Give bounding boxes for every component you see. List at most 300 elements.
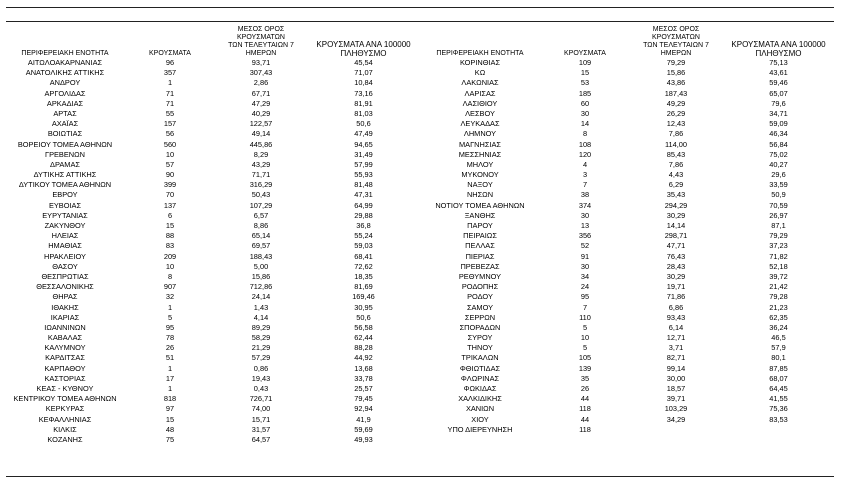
cell-cases: 10 — [165, 261, 175, 271]
cell-cases: 71 — [165, 98, 175, 108]
cell-avg: 82,71 — [666, 353, 686, 363]
cell-cases: 88 — [165, 231, 175, 241]
cell-region: ΦΘΙΩΤΙΔΑΣ — [459, 363, 501, 373]
cell-avg: 34,29 — [666, 414, 686, 424]
cell-region: ΓΡΕΒΕΝΩΝ — [45, 149, 85, 159]
cell-cases: 26 — [580, 384, 590, 393]
cell-per100k: 81,03 — [354, 108, 373, 118]
cell-region: ΘΕΣΣΑΛΟΝΙΚΗΣ — [36, 282, 94, 292]
cell-region: ΚΑΡΔΙΤΣΑΣ — [45, 353, 85, 363]
cell-avg: 15,71 — [251, 414, 271, 424]
cell-per100k: 47,31 — [354, 190, 373, 200]
cell-region: ΤΡΙΚΑΛΩΝ — [461, 353, 499, 363]
cell-cases: 53 — [580, 78, 590, 88]
cell-per100k: 71,07 — [354, 68, 373, 78]
cell-avg: 21,29 — [251, 343, 271, 353]
cell-avg: 43,86 — [666, 78, 686, 88]
cell-per100k: 44,92 — [354, 353, 373, 363]
cell-per100k: 65,07 — [769, 88, 788, 98]
cell-region: ΚΕΦΑΛΛΗΝΙΑΣ — [38, 414, 92, 424]
cell-cases: 38 — [580, 190, 590, 200]
cell-region: ΜΗΛΟΥ — [466, 159, 494, 169]
cell-per100k: 94,65 — [354, 139, 373, 149]
cell-cases: 105 — [578, 353, 592, 363]
cell-avg: 188,43 — [249, 251, 273, 261]
cell-region: ΠΡΕΒΕΖΑΣ — [460, 261, 500, 271]
cell-cases: 51 — [165, 353, 175, 363]
cell-per100k: 81,69 — [354, 282, 373, 292]
cell-region: ΗΡΑΚΛΕΙΟΥ — [44, 251, 86, 261]
cell-avg: 39,71 — [666, 394, 686, 404]
cell-region: ΒΟΙΩΤΙΑΣ — [47, 129, 83, 139]
cell-region: ΞΑΝΘΗΣ — [464, 210, 496, 220]
cell-avg: 24,14 — [251, 292, 271, 302]
cell-avg: 8,86 — [253, 221, 269, 230]
cell-cases: 1 — [167, 384, 173, 393]
cell-region: ΚΑΒΑΛΑΣ — [47, 333, 83, 343]
cell-avg: 30,29 — [666, 210, 686, 220]
cell-cases: 137 — [163, 200, 177, 210]
cell-per100k: 75,02 — [769, 149, 788, 159]
cell-region: ΚΟΖΑΝΗΣ — [47, 434, 83, 444]
cell-per100k: 50,6 — [356, 119, 371, 129]
cell-per100k: 47,49 — [354, 129, 373, 139]
cell-avg: 26,29 — [666, 108, 686, 118]
cell-per100k: 56,84 — [769, 139, 788, 149]
cell-region: ΛΑΣΙΘΙΟΥ — [462, 98, 498, 108]
cell-per100k: 41,55 — [769, 394, 788, 404]
cell-avg: 71,86 — [666, 292, 686, 302]
cell-per100k: 64,99 — [354, 200, 373, 210]
cell-avg: 40,29 — [251, 108, 271, 118]
cell-avg: 12,71 — [666, 333, 686, 343]
cell-region: ΚΕΡΚΥΡΑΣ — [45, 404, 85, 414]
cell-cases: 14 — [580, 119, 590, 129]
cell-per100k: 79,28 — [769, 292, 788, 302]
cell-region: ΑΝΑΤΟΛΙΚΗΣ ΑΤΤΙΚΗΣ — [25, 68, 105, 78]
cell-region: ΛΑΚΩΝΙΑΣ — [461, 78, 499, 88]
cell-cases: 6 — [167, 210, 173, 220]
cell-per100k: 29,6 — [771, 170, 786, 180]
cell-avg: 6,14 — [668, 322, 684, 332]
cell-per100k: 33,78 — [354, 373, 373, 383]
cell-region: ΡΟΔΟΠΗΣ — [461, 282, 499, 292]
cell-cases: 399 — [163, 180, 177, 190]
cell-region: ΣΠΟΡΑΔΩΝ — [459, 322, 501, 332]
cell-region: ΝΟΤΙΟΥ ΤΟΜΕΑ ΑΘΗΝΩΝ — [435, 200, 525, 210]
cell-cases: 78 — [165, 333, 175, 343]
header-avg-line2: ΤΩΝ ΤΕΛΕΥΤΑΙΩΝ 7 ΗΜΕΡΩΝ — [228, 42, 294, 57]
cell-avg: 74,00 — [251, 404, 271, 414]
cell-per100k: 87,1 — [771, 221, 786, 230]
cell-cases: 52 — [580, 241, 590, 251]
cell-cases: 15 — [580, 68, 590, 78]
cell-avg: 5,00 — [253, 261, 269, 271]
cell-avg: 307,43 — [249, 68, 273, 78]
cell-per100k: 59,46 — [769, 78, 788, 88]
cell-per100k: 30,95 — [354, 302, 373, 312]
cell-region: ΕΥΡΥΤΑΝΙΑΣ — [42, 210, 88, 220]
cell-avg: 43,29 — [251, 159, 271, 169]
cell-region: ΑΡΓΟΛΙΔΑΣ — [44, 88, 86, 98]
cell-region: ΛΕΥΚΑΔΑΣ — [460, 119, 500, 129]
cell-region: ΚΩ — [474, 68, 486, 78]
cell-avg: 4,43 — [668, 170, 684, 180]
cell-cases: 8 — [582, 129, 588, 139]
cell-cases: 30 — [580, 108, 590, 118]
header-region: ΠΕΡΙΦΕΡΕΙΑΚΗ ΕΝΟΤΗΤΑ — [21, 50, 109, 57]
cell-cases: 26 — [165, 343, 175, 353]
cell-region: ΛΕΣΒΟΥ — [465, 108, 495, 118]
cell-per100k: 83,53 — [769, 414, 788, 424]
bottom-rule — [6, 476, 834, 477]
cell-region: ΕΒΡΟΥ — [52, 190, 78, 200]
cell-per100k: 41,9 — [356, 414, 371, 424]
cell-per100k: 87,85 — [769, 363, 788, 373]
cell-avg: 8,29 — [253, 149, 269, 159]
cell-avg: 99,14 — [666, 363, 686, 373]
cell-per100k: 50,9 — [771, 190, 786, 200]
cell-avg: 76,43 — [666, 251, 686, 261]
cell-avg: 28,43 — [666, 261, 686, 271]
cell-region: ΧΙΟΥ — [471, 414, 489, 424]
cell-avg: 19,43 — [251, 373, 271, 383]
cell-region: ΦΛΩΡΙΝΑΣ — [460, 373, 500, 383]
cell-region: ΣΑΜΟΥ — [466, 302, 494, 312]
cell-per100k: 39,72 — [769, 271, 788, 281]
cell-cases: 8 — [167, 271, 173, 281]
cell-cases: 57 — [165, 159, 175, 169]
cell-region: ΝΑΞΟΥ — [467, 180, 493, 190]
cell-avg: 79,29 — [666, 58, 686, 67]
cell-per100k: 34,71 — [769, 108, 788, 118]
cell-avg: 187,43 — [664, 88, 688, 98]
cell-cases: 3 — [582, 170, 588, 180]
cell-cases: 5 — [582, 322, 588, 332]
cell-avg: 107,29 — [249, 200, 273, 210]
cell-region: ΙΚΑΡΙΑΣ — [50, 312, 80, 322]
header-cases: ΚΡΟΥΣΜΑΤΑ — [149, 50, 191, 57]
cell-per100k: 46,5 — [771, 333, 786, 343]
cell-avg: 18,57 — [666, 384, 686, 393]
cell-region: ΧΑΛΚΙΔΙΚΗΣ — [458, 394, 502, 404]
cell-avg: 445,86 — [249, 139, 273, 149]
cell-region: ΠΕΛΛΑΣ — [465, 241, 495, 251]
header-region: ΠΕΡΙΦΕΡΕΙΑΚΗ ΕΝΟΤΗΤΑ — [436, 50, 524, 57]
cell-cases: 71 — [165, 88, 175, 98]
cell-region: ΡΕΘΥΜΝΟΥ — [458, 271, 502, 281]
cell-per100k: 79,29 — [769, 231, 788, 241]
cell-avg: 0,43 — [253, 384, 269, 393]
cell-region: ΚΑΣΤΟΡΙΑΣ — [44, 373, 86, 383]
cell-region: ΔΥΤΙΚΗΣ ΑΤΤΙΚΗΣ — [33, 170, 97, 180]
cell-per100k: 59,69 — [354, 424, 373, 434]
cell-region: ΑΙΤΩΛΟΑΚΑΡΝΑΝΙΑΣ — [27, 58, 103, 67]
cell-per100k: 21,23 — [769, 302, 788, 312]
cell-region: ΚΟΡΙΝΘΙΑΣ — [459, 58, 501, 67]
cell-per100k: 62,44 — [354, 333, 373, 343]
cell-cases: 35 — [580, 373, 590, 383]
cell-cases: 209 — [163, 251, 177, 261]
cell-per100k: 62,35 — [769, 312, 788, 322]
cell-cases: 95 — [165, 322, 175, 332]
cell-region: ΦΩΚΙΔΑΣ — [463, 384, 497, 393]
cell-per100k: 43,61 — [769, 68, 788, 78]
cell-region: ΧΑΝΙΩΝ — [465, 404, 495, 414]
cell-cases: 185 — [578, 88, 592, 98]
cell-cases: 30 — [580, 261, 590, 271]
cell-avg: 294,29 — [664, 200, 688, 210]
cell-avg: 114,00 — [664, 139, 688, 149]
cell-cases: 15 — [165, 414, 175, 424]
cell-avg: 298,71 — [664, 231, 688, 241]
cell-per100k: 92,94 — [354, 404, 373, 414]
header-per100k-line2: ΠΛΗΘΥΣΜΟ — [755, 49, 802, 58]
cell-cases: 357 — [163, 68, 177, 78]
cell-cases: 96 — [165, 58, 175, 67]
cell-per100k: 56,58 — [354, 322, 373, 332]
cell-per100k: 64,45 — [769, 384, 788, 393]
cell-cases: 110 — [579, 312, 591, 322]
cell-avg: 85,43 — [666, 149, 686, 159]
top-rule — [6, 7, 834, 8]
header-avg-line1: ΜΕΣΟΣ ΟΡΟΣ ΚΡΟΥΣΜΑΤΩΝ — [237, 26, 285, 41]
cell-per100k: 18,35 — [354, 271, 373, 281]
cell-cases: 30 — [580, 210, 590, 220]
cell-per100k: 75,13 — [769, 58, 788, 67]
cell-avg: 4,14 — [253, 312, 269, 322]
cell-avg: 726,71 — [249, 394, 273, 404]
cell-avg: 7,86 — [668, 159, 684, 169]
cell-cases: 55 — [165, 108, 175, 118]
cell-avg: 67,71 — [251, 88, 271, 98]
cell-region: ΚΕΑΣ - ΚΥΘΝΟΥ — [36, 384, 94, 393]
cell-cases: 560 — [163, 139, 177, 149]
cell-region: ΗΜΑΘΙΑΣ — [48, 241, 82, 251]
cell-cases: 10 — [165, 149, 175, 159]
cell-cases: 118 — [579, 404, 591, 414]
cell-avg: 30,00 — [666, 373, 686, 383]
cell-region: ΗΛΕΙΑΣ — [51, 231, 79, 241]
cell-cases: 120 — [578, 149, 592, 159]
cell-cases: 356 — [578, 231, 592, 241]
cell-cases: 10 — [580, 333, 590, 343]
cell-cases: 32 — [165, 292, 175, 302]
cell-cases: 90 — [165, 170, 175, 180]
cell-cases: 1 — [167, 363, 173, 373]
cell-cases: 15 — [165, 221, 175, 230]
header-avg-line2: ΤΩΝ ΤΕΛΕΥΤΑΙΩΝ 7 ΗΜΕΡΩΝ — [643, 42, 709, 57]
cell-cases: 44 — [580, 414, 590, 424]
cell-avg: 65,14 — [251, 231, 271, 241]
cell-per100k: 33,59 — [769, 180, 788, 190]
cell-region: ΔΥΤΙΚΟΥ ΤΟΜΕΑ ΑΘΗΝΩΝ — [18, 180, 112, 190]
cell-region: ΘΕΣΠΡΩΤΙΑΣ — [41, 271, 89, 281]
header-per100k-line1: ΚΡΟΥΣΜΑΤΑ ΑΝΑ 100000 — [316, 40, 411, 49]
cell-cases: 5 — [582, 343, 588, 353]
cell-region: ΛΗΜΝΟΥ — [463, 129, 497, 139]
cell-per100k: 55,93 — [354, 170, 373, 180]
cell-per100k: 46,34 — [769, 129, 788, 139]
cell-avg: 6,57 — [253, 210, 269, 220]
cell-region: ΖΑΚΥΝΘΟΥ — [44, 221, 86, 230]
cell-cases: 157 — [163, 119, 177, 129]
cell-per100k: 37,23 — [769, 241, 788, 251]
cell-per100k: 25,57 — [354, 384, 373, 393]
cell-cases: 7 — [582, 302, 588, 312]
cell-per100k: 29,88 — [354, 210, 373, 220]
cell-cases: 1 — [167, 302, 173, 312]
cell-avg: 47,71 — [666, 241, 686, 251]
cell-avg: 50,43 — [251, 190, 271, 200]
cell-cases: 109 — [578, 58, 592, 67]
cell-region: ΑΡΚΑΔΙΑΣ — [46, 98, 84, 108]
cell-avg: 64,57 — [251, 434, 271, 444]
cell-per100k: 81,48 — [354, 180, 373, 190]
cell-region: ΚΕΝΤΡΙΚΟΥ ΤΟΜΕΑ ΑΘΗΝΩΝ — [13, 394, 117, 404]
header-avg — [216, 26, 306, 58]
cell-avg: 3,71 — [668, 343, 684, 353]
header-per100k-line2: ΠΛΗΘΥΣΜΟ — [340, 49, 387, 58]
cell-per100k: 68,07 — [769, 373, 788, 383]
cell-per100k: 31,49 — [354, 149, 373, 159]
cell-per100k: 79,6 — [771, 98, 786, 108]
cell-avg: 712,86 — [249, 282, 273, 292]
cell-cases: 44 — [580, 394, 590, 404]
header-rule — [6, 21, 834, 22]
cell-avg: 49,29 — [666, 98, 686, 108]
cell-cases: 374 — [578, 200, 592, 210]
cell-cases: 5 — [167, 312, 173, 322]
cell-region: ΚΑΡΠΑΘΟΥ — [44, 363, 86, 373]
cell-cases: 17 — [165, 373, 175, 383]
cell-per100k: 55,24 — [354, 231, 373, 241]
cell-per100k: 75,36 — [769, 404, 788, 414]
cell-avg: 31,57 — [251, 424, 271, 434]
cell-cases: 139 — [578, 363, 592, 373]
cell-region: ΠΕΙΡΑΙΩΣ — [463, 231, 497, 241]
cell-region: ΒΟΡΕΙΟΥ ΤΟΜΕΑ ΑΘΗΝΩΝ — [17, 139, 113, 149]
cell-per100k: 72,62 — [354, 261, 373, 271]
cell-cases: 118 — [579, 424, 591, 434]
cell-region: ΡΟΔΟΥ — [467, 292, 493, 302]
header-per100k — [306, 40, 421, 58]
cell-avg: 89,29 — [251, 322, 271, 332]
cell-per100k: 40,27 — [769, 159, 788, 169]
cell-avg: 57,29 — [251, 353, 271, 363]
cell-avg: 14,14 — [666, 221, 686, 230]
cell-per100k: 80,1 — [771, 353, 786, 363]
cell-avg: 0,86 — [253, 363, 269, 373]
cell-cases: 34 — [580, 271, 590, 281]
cell-cases: 70 — [165, 190, 175, 200]
cell-per100k: 36,8 — [356, 221, 371, 230]
cell-per100k: 59,09 — [769, 119, 788, 129]
cell-region: ΚΑΛΥΜΝΟΥ — [44, 343, 86, 353]
cell-region: ΙΘΑΚΗΣ — [51, 302, 79, 312]
cell-cases: 91 — [580, 251, 590, 261]
cell-region: ΝΗΣΩΝ — [466, 190, 494, 200]
cell-cases: 24 — [580, 282, 590, 292]
cell-cases: 95 — [580, 292, 590, 302]
cell-per100k: 59,03 — [354, 241, 373, 251]
cell-region: ΛΑΡΙΣΑΣ — [464, 88, 496, 98]
cell-cases: 7 — [582, 180, 588, 190]
header-per100k — [721, 40, 836, 58]
cell-per100k: 70,59 — [769, 200, 788, 210]
cell-per100k: 79,45 — [354, 394, 373, 404]
cell-avg: 6,29 — [668, 180, 684, 190]
cell-per100k: 88,28 — [354, 343, 373, 353]
cell-avg: 71,71 — [251, 170, 271, 180]
cell-per100k: 49,93 — [354, 434, 373, 444]
cell-avg: 35,43 — [666, 190, 686, 200]
cell-avg: 2,86 — [253, 78, 269, 88]
cell-cases: 13 — [580, 221, 590, 230]
cell-cases: 83 — [165, 241, 175, 251]
cell-cases: 907 — [163, 282, 177, 292]
cell-avg: 316,29 — [249, 180, 273, 190]
cell-avg: 6,86 — [668, 302, 684, 312]
cell-avg: 1,43 — [253, 302, 269, 312]
cell-region: ΑΝΔΡΟΥ — [49, 78, 81, 88]
cell-per100k: 57,9 — [771, 343, 786, 353]
cell-per100k: 81,91 — [354, 98, 373, 108]
cell-per100k: 68,41 — [354, 251, 373, 261]
cell-region: ΥΠΟ ΔΙΕΡΕΥΝΗΣΗ — [447, 424, 513, 434]
cell-avg: 12,43 — [666, 119, 686, 129]
cell-avg: 122,57 — [249, 119, 273, 129]
header-per100k-line1: ΚΡΟΥΣΜΑΤΑ ΑΝΑ 100000 — [731, 40, 826, 49]
cell-per100k: 36,24 — [769, 322, 788, 332]
cell-region: ΠΑΡΟΥ — [467, 221, 493, 230]
cell-region: ΑΧΑΪΑΣ — [51, 119, 79, 129]
cell-region: ΙΩΑΝΝΙΝΩΝ — [44, 322, 86, 332]
cell-region: ΕΥΒΟΙΑΣ — [48, 200, 82, 210]
header-cases: ΚΡΟΥΣΜΑΤΑ — [564, 50, 606, 57]
cell-region: ΣΥΡΟΥ — [467, 333, 493, 343]
cell-per100k: 52,18 — [769, 261, 788, 271]
cell-region: ΚΙΛΚΙΣ — [53, 424, 77, 434]
cell-per100k: 21,42 — [769, 282, 788, 292]
cell-avg: 69,57 — [251, 241, 271, 251]
cell-avg: 93,71 — [251, 58, 271, 67]
cell-avg: 30,29 — [666, 271, 686, 281]
cell-avg: 47,29 — [251, 98, 271, 108]
cell-avg: 103,29 — [664, 404, 688, 414]
cell-per100k: 71,82 — [769, 251, 788, 261]
cell-cases: 97 — [165, 404, 175, 414]
cell-region: ΠΙΕΡΙΑΣ — [465, 251, 495, 261]
cell-region: ΔΡΑΜΑΣ — [50, 159, 80, 169]
cell-region: ΜΑΓΝΗΣΙΑΣ — [459, 139, 501, 149]
cell-per100k: 13,68 — [354, 363, 373, 373]
header-avg-line1: ΜΕΣΟΣ ΟΡΟΣ ΚΡΟΥΣΜΑΤΩΝ — [652, 26, 700, 41]
cell-region: ΣΕΡΡΩΝ — [464, 312, 496, 322]
cell-per100k: 50,6 — [356, 312, 371, 322]
cell-per100k: 57,99 — [354, 159, 373, 169]
cell-per100k: 10,84 — [354, 78, 373, 88]
cell-cases: 75 — [165, 434, 175, 444]
header-avg — [631, 26, 721, 58]
cell-per100k: 45,54 — [354, 58, 373, 67]
cell-avg: 93,43 — [666, 312, 686, 322]
cell-avg: 7,86 — [668, 129, 684, 139]
cell-region: ΘΑΣΟΥ — [52, 261, 78, 271]
cell-cases: 818 — [163, 394, 177, 404]
cell-avg: 58,29 — [251, 333, 271, 343]
cell-avg: 15,86 — [251, 271, 271, 281]
